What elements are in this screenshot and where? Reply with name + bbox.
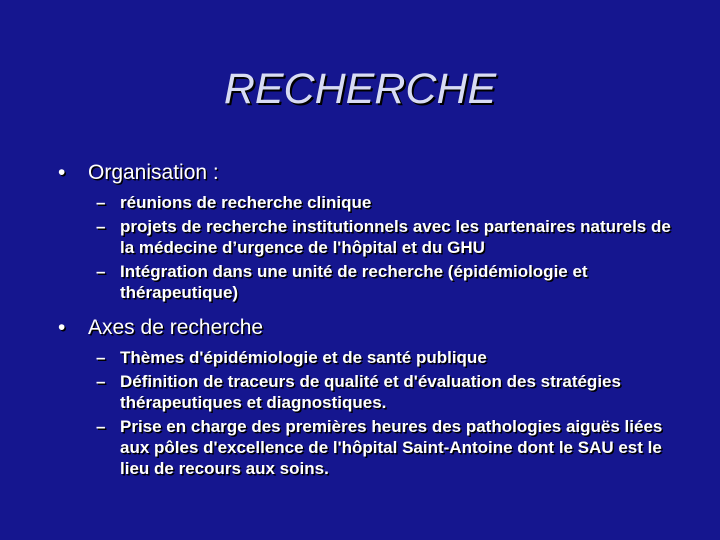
dash-icon: – [96,217,106,236]
list-item [58,347,678,368]
dash-icon: – [96,262,106,281]
list-item-text: Intégration dans une unité de recherche (épidémiologie et thérapeutique) [120,262,588,302]
axes-list [58,347,678,479]
bullet-icon: • [58,316,66,339]
section-heading-text: Organisation : [88,161,219,184]
list-item-text: réunions de recherche clinique [120,193,372,212]
dash-icon: – [96,417,106,436]
list-item [58,216,678,258]
list-item [58,192,678,213]
list-item-text: projets de recherche institutionnels avec les partenaires naturels de la médecine d’urgence de l'hôpital et du GHU [120,217,671,257]
list-item-text: Thèmes d'épidémiologie et de santé publique [120,348,487,367]
list-item-text: Prise en charge des premières heures des pathologies aiguës liées aux pôles d'excellence de l'hôpital Saint-Antoine dont le SAU est le lieu de recours aux soins. [120,417,663,478]
dash-icon: – [96,372,106,391]
organisation-list [58,192,678,303]
section-heading-axes [58,315,678,341]
list-item [58,416,678,479]
slide-title: RECHERCHE [223,65,497,113]
section-heading-text: Axes de recherche [88,316,264,339]
slide-body [58,160,678,491]
bullet-icon: • [58,161,66,184]
list-item [58,261,678,303]
list-item [58,371,678,413]
section-heading-organisation [58,160,678,186]
list-item-text: Définition de traceurs de qualité et d'évaluation des stratégies thérapeutiques et diagnostiques. [120,372,621,412]
dash-icon: – [96,193,106,212]
dash-icon: – [96,348,106,367]
